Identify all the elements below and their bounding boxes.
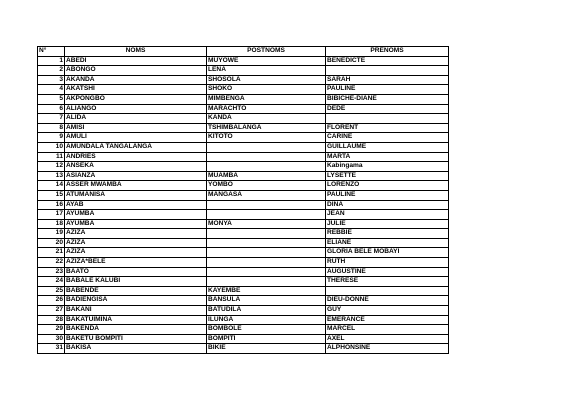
table-row [38, 248, 449, 258]
postnom-cell: SHOSOLA [207, 75, 326, 85]
prenom-cell: FLORENT [326, 123, 449, 133]
table-row [38, 219, 449, 229]
row-number-cell: 20 [38, 238, 65, 248]
row-number-cell: 21 [38, 248, 65, 258]
postnom-cell: SHOKO [207, 85, 326, 95]
prenom-cell: LYSETTE [326, 171, 449, 181]
prenom-cell: GUILLAUME [326, 142, 449, 152]
nom-cell: AKPONGBO [65, 94, 207, 104]
prenom-cell: Kabingama [326, 162, 449, 172]
table-row [38, 171, 449, 181]
row-number-cell: 25 [38, 286, 65, 296]
table-row [38, 142, 449, 152]
row-number-cell: 19 [38, 229, 65, 239]
roster-body [38, 56, 449, 353]
postnom-cell [207, 258, 326, 268]
table-row [38, 190, 449, 200]
postnom-cell [207, 238, 326, 248]
header-row [38, 47, 449, 57]
postnom-cell: MIMBENGA [207, 94, 326, 104]
header-number: N° [38, 47, 65, 57]
prenom-cell: GUY [326, 306, 449, 316]
postnom-cell [207, 248, 326, 258]
nom-cell: ASIANZA [65, 171, 207, 181]
row-number-cell: 17 [38, 210, 65, 220]
row-number-cell: 26 [38, 296, 65, 306]
table-row [38, 162, 449, 172]
name-roster-table [37, 46, 449, 354]
row-number-cell: 9 [38, 133, 65, 143]
row-number-cell: 16 [38, 200, 65, 210]
row-number-cell: 4 [38, 85, 65, 95]
nom-cell: AZIZA [65, 238, 207, 248]
nom-cell: BAKETU BOMPITI [65, 334, 207, 344]
prenom-cell: SARAH [326, 75, 449, 85]
postnom-cell: BOMPITI [207, 334, 326, 344]
row-number-cell: 22 [38, 258, 65, 268]
table-row [38, 238, 449, 248]
table-row [38, 334, 449, 344]
prenom-cell: LORENZO [326, 181, 449, 191]
nom-cell: ASSER MWAMBA [65, 181, 207, 191]
nom-cell: ALIANGO [65, 104, 207, 114]
prenom-cell: JEAN [326, 210, 449, 220]
prenom-cell: THERESE [326, 277, 449, 287]
prenom-cell: AXEL [326, 334, 449, 344]
prenom-cell [326, 114, 449, 124]
row-number-cell: 30 [38, 334, 65, 344]
nom-cell: BAKANI [65, 306, 207, 316]
nom-cell: BAKISA [65, 344, 207, 354]
prenom-cell: GLORIA BELE MOBAYI [326, 248, 449, 258]
prenom-cell: AUGUSTINE [326, 267, 449, 277]
nom-cell: ANSEKA [65, 162, 207, 172]
row-number-cell: 24 [38, 277, 65, 287]
prenom-cell: JULIE [326, 219, 449, 229]
table-row [38, 210, 449, 220]
nom-cell: BADIENGISA [65, 296, 207, 306]
row-number-cell: 18 [38, 219, 65, 229]
row-number-cell: 6 [38, 104, 65, 114]
postnom-cell: MUAMBA [207, 171, 326, 181]
table-row [38, 85, 449, 95]
postnom-cell: BATUDILA [207, 306, 326, 316]
table-row [38, 104, 449, 114]
postnom-cell [207, 210, 326, 220]
prenom-cell: ELIANE [326, 238, 449, 248]
postnom-cell [207, 267, 326, 277]
nom-cell: AKANDA [65, 75, 207, 85]
table-row [38, 66, 449, 76]
postnom-cell [207, 152, 326, 162]
table-row [38, 56, 449, 66]
row-number-cell: 2 [38, 66, 65, 76]
table-row [38, 94, 449, 104]
table-row [38, 229, 449, 239]
prenom-cell: BENEDICTE [326, 56, 449, 66]
row-number-cell: 15 [38, 190, 65, 200]
nom-cell: AMULI [65, 133, 207, 143]
postnom-cell [207, 162, 326, 172]
nom-cell: ABEDI [65, 56, 207, 66]
row-number-cell: 12 [38, 162, 65, 172]
nom-cell: AZIZA*BELE [65, 258, 207, 268]
nom-cell: BAATO [65, 267, 207, 277]
header-prenoms: PRENOMS [326, 47, 449, 57]
row-number-cell: 31 [38, 344, 65, 354]
postnom-cell: KANDA [207, 114, 326, 124]
postnom-cell: YOMBO [207, 181, 326, 191]
prenom-cell: DINA [326, 200, 449, 210]
prenom-cell: REBBIE [326, 229, 449, 239]
postnom-cell: LENA [207, 66, 326, 76]
postnom-cell [207, 200, 326, 210]
row-number-cell: 29 [38, 325, 65, 335]
prenom-cell: RUTH [326, 258, 449, 268]
row-number-cell: 8 [38, 123, 65, 133]
prenom-cell: EMERANCE [326, 315, 449, 325]
table-row [38, 133, 449, 143]
row-number-cell: 13 [38, 171, 65, 181]
header-noms: NOMS [65, 47, 207, 57]
nom-cell: AKATSHI [65, 85, 207, 95]
table-row [38, 258, 449, 268]
postnom-cell: KAYEMBE [207, 286, 326, 296]
prenom-cell: PAULINE [326, 85, 449, 95]
postnom-cell: BOMBOLE [207, 325, 326, 335]
nom-cell: AYUMBA [65, 219, 207, 229]
nom-cell: AYUMBA [65, 210, 207, 220]
prenom-cell: MARTA [326, 152, 449, 162]
prenom-cell: CARINE [326, 133, 449, 143]
prenom-cell [326, 286, 449, 296]
table-row [38, 277, 449, 287]
row-number-cell: 7 [38, 114, 65, 124]
postnom-cell: ILUNGA [207, 315, 326, 325]
postnom-cell: MUYOWE [207, 56, 326, 66]
prenom-cell: MARCEL [326, 325, 449, 335]
row-number-cell: 27 [38, 306, 65, 316]
nom-cell: BABENDE [65, 286, 207, 296]
table-row [38, 200, 449, 210]
nom-cell: AYAB [65, 200, 207, 210]
postnom-cell [207, 229, 326, 239]
prenom-cell [326, 66, 449, 76]
postnom-cell: MARACHTO [207, 104, 326, 114]
nom-cell: AZIZA [65, 229, 207, 239]
nom-cell: AMUNDALA TANGALANGA [65, 142, 207, 152]
nom-cell: AZIZA [65, 248, 207, 258]
table-row [38, 114, 449, 124]
nom-cell: BAKENDA [65, 325, 207, 335]
row-number-cell: 23 [38, 267, 65, 277]
nom-cell: ABONGO [65, 66, 207, 76]
nom-cell: BAKATUIMINA [65, 315, 207, 325]
prenom-cell: ALPHONSINE [326, 344, 449, 354]
table-row [38, 123, 449, 133]
row-number-cell: 14 [38, 181, 65, 191]
postnom-cell: MONYA [207, 219, 326, 229]
postnom-cell: BANSULA [207, 296, 326, 306]
nom-cell: ATUMANISA [65, 190, 207, 200]
table-row [38, 181, 449, 191]
prenom-cell: DIEU-DONNE [326, 296, 449, 306]
header-postnoms: POSTNOMS [207, 47, 326, 57]
row-number-cell: 3 [38, 75, 65, 85]
prenom-cell: PAULINE [326, 190, 449, 200]
row-number-cell: 5 [38, 94, 65, 104]
postnom-cell: TSHIMBALANGA [207, 123, 326, 133]
prenom-cell: DEDE [326, 104, 449, 114]
row-number-cell: 1 [38, 56, 65, 66]
row-number-cell: 28 [38, 315, 65, 325]
postnom-cell [207, 277, 326, 287]
table-row [38, 325, 449, 335]
postnom-cell: KITOTO [207, 133, 326, 143]
nom-cell: BABALE KALUBI [65, 277, 207, 287]
table-row [38, 75, 449, 85]
table-row [38, 315, 449, 325]
table-row [38, 286, 449, 296]
nom-cell: AMISI [65, 123, 207, 133]
table-row [38, 344, 449, 354]
row-number-cell: 11 [38, 152, 65, 162]
table-row [38, 296, 449, 306]
postnom-cell: MANGASA [207, 190, 326, 200]
table-row [38, 152, 449, 162]
prenom-cell: BIBICHE-DIANE [326, 94, 449, 104]
row-number-cell: 10 [38, 142, 65, 152]
postnom-cell [207, 142, 326, 152]
postnom-cell: BIKIE [207, 344, 326, 354]
table-row [38, 267, 449, 277]
nom-cell: ANDRIES [65, 152, 207, 162]
table-row [38, 306, 449, 316]
nom-cell: ALIDA [65, 114, 207, 124]
